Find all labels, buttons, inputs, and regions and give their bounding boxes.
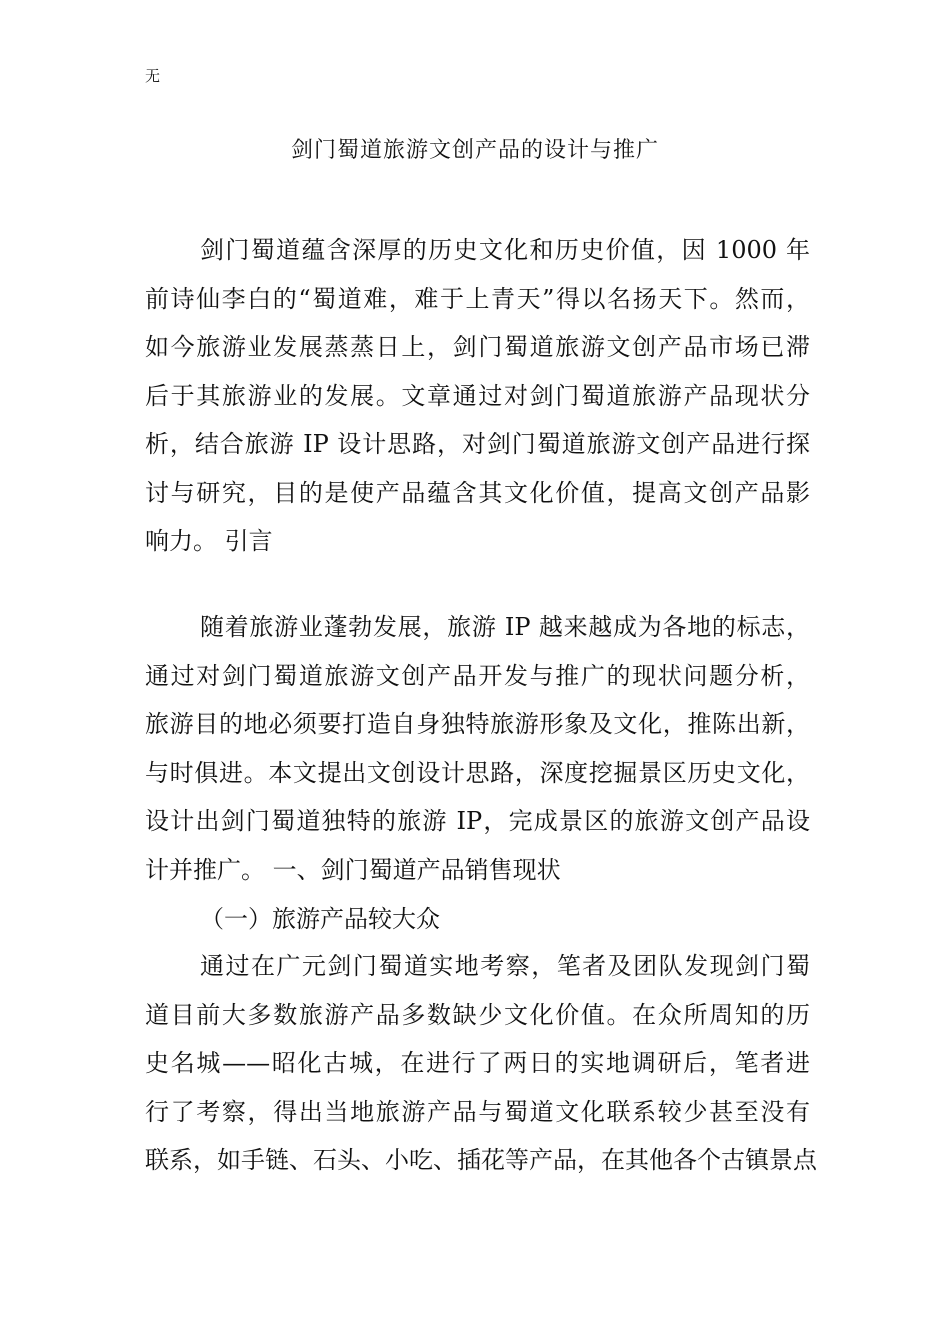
text-line: 通过在广元剑门蜀道实地考察，笔者及团队发现剑门蜀 [200,952,810,980]
text-line: 史名城——昭化古城，在进行了两日的实地调研后，笔者进 [145,1049,810,1077]
text-line: 析，结合旅游 IP 设计思路，对剑门蜀道旅游文创产品进行探 [145,430,810,458]
text-line: 剑门蜀道蕴含深厚的历史文化和历史价值，因 1000 年 [200,236,810,264]
text-line: 响力。 引言 [145,527,273,555]
section-subheading [145,895,810,944]
text-line: 通过对剑门蜀道旅游文创产品开发与推广的现状问题分析， [145,661,810,690]
text-line: 道目前大多数旅游产品多数缺少文化价值。在众所周知的历 [145,1000,810,1029]
text-line: 讨与研究，目的是使产品蕴含其文化价值，提高文创产品影 [145,478,810,507]
paragraph-introduction [145,603,810,894]
subheading-line: （一）旅游产品较大众 [200,905,440,933]
text-line: 随着旅游业蓬勃发展，旅游 IP 越来越成为各地的标志， [200,613,810,641]
paragraph-section-body [145,942,817,1185]
text-line: 行了考察，得出当地旅游产品与蜀道文化联系较少甚至没有 [145,1097,810,1126]
paragraph-abstract [145,226,810,566]
text-line: 如今旅游业发展蒸蒸日上，剑门蜀道旅游文创产品市场已滞 [145,333,810,361]
text-line: 后于其旅游业的发展。文章通过对剑门蜀道旅游产品现状分 [145,381,810,410]
header-mark: 无 [145,67,161,85]
text-line: 联系，如手链、石头、小吃、插花等产品，在其他各个古镇景点 [145,1146,817,1174]
document-title: 剑门蜀道旅游文创产品的设计与推广 [290,138,659,163]
text-line: 与时俱进。本文提出文创设计思路，深度挖掘景区历史文化， [145,758,810,787]
text-line: 前诗仙李白的“蜀道难，难于上青天”得以名扬天下。然而， [145,284,810,313]
text-line: 旅游目的地必须要打造自身独特旅游形象及文化，推陈出新， [145,710,810,738]
text-line: 计并推广。 一、剑门蜀道产品销售现状 [145,855,561,884]
text-line: 设计出剑门蜀道独特的旅游 IP，完成景区的旅游文创产品设 [145,807,810,835]
